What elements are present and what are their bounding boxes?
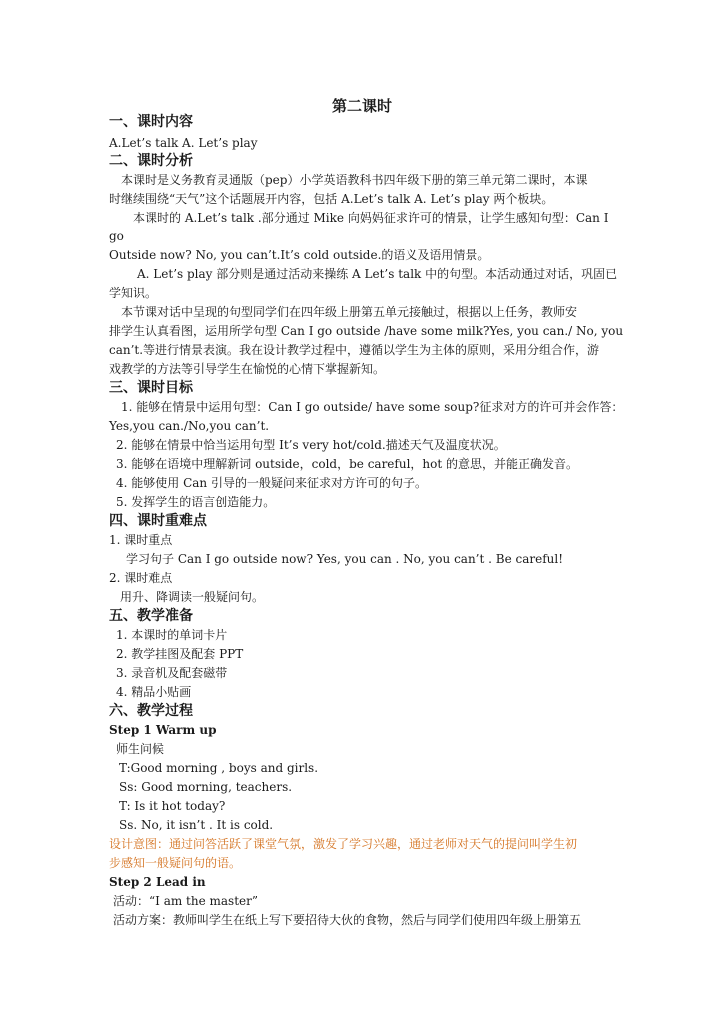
section2-line-3: 本课时的 A.Let’s talk .部分通过 Mike 向妈妈征求许可的情景，让学生感知句型：Can I xyxy=(133,211,609,225)
section6-heading: 六、教学过程 xyxy=(109,703,193,719)
section2-line-1: 本课时是义务教育灵通版（pep）小学英语教科书四年级下册的第三单元第二课时，本课 xyxy=(121,173,588,187)
prep-item: 3. 录音机及配套磁带 xyxy=(116,666,228,680)
design-intent-line-2: 步感知一般疑问句的语。 xyxy=(109,856,242,870)
section3-heading: 三、课时目标 xyxy=(109,380,193,396)
section5-heading: 五、教学准备 xyxy=(109,608,193,624)
key-point-text: 学习句子 Can I go outside now? Yes, you can . No, you can’t . Be careful! xyxy=(126,552,564,566)
design-intent-line-1: 设计意图：通过问答活跃了课堂气氛，激发了学习兴趣，通过老师对天气的提问叫学生初 xyxy=(109,837,578,851)
section2-line-2: 时继续围绕“天气”这个话题展开内容，包括 A.Let’s talk A. Let’s play 两个板块。 xyxy=(109,192,554,206)
section2-line-9: 排学生认真看图，运用所学句型 Can I go outside /have some milk?Yes, you can./ No, you xyxy=(109,324,624,338)
section2-line-10: can’t.等进行情景表演。我在设计教学过程中，遵循以学生为主体的原则，采用分组合作，游 xyxy=(109,343,600,357)
dialogue-line: Ss. No, it isn’t . It is cold. xyxy=(119,818,274,832)
dialogue-line: T:Good morning , boys and girls. xyxy=(119,761,319,775)
prep-item: 1. 本课时的单词卡片 xyxy=(116,628,228,642)
section2-line-5: Outside now? No, you can’t.It’s cold outside.的语义及语用情景。 xyxy=(109,248,490,262)
goal-line-1: 1. 能够在情景中运用句型：Can I go outside/ have some soup?征求对方的许可并会作答： xyxy=(121,400,624,414)
section2-line-7: 学知识。 xyxy=(109,286,158,300)
goal-line-2: Yes,you can./No,you can’t. xyxy=(109,419,270,433)
dialogue-line: T: Is it hot today? xyxy=(119,799,226,813)
dialogue-line: Ss: Good morning, teachers. xyxy=(119,780,293,794)
step1-subtitle: 师生问候 xyxy=(116,742,165,756)
section2-line-8: 本节课对话中呈现的句型同学们在四年级上册第五单元接触过，根据以上任务，教师安 xyxy=(121,305,578,319)
step2-title: Step 2 Lead in xyxy=(109,875,206,889)
goal-line-4: 3. 能够在语境中理解新词 outside，cold，be careful，hot 的意思，并能正确发音。 xyxy=(116,457,579,471)
section2-line-6: A. Let’s play 部分则是通过活动来操练 A Let’s talk 中的句型。本活动通过对话，巩固已 xyxy=(137,267,618,281)
step1-title: Step 1 Warm up xyxy=(109,723,217,737)
step2-activity: 活动：“I am the master” xyxy=(113,894,258,908)
goal-line-5: 4. 能够使用 Can 引导的一般疑问来征求对方许可的句子。 xyxy=(116,476,427,490)
section4-heading: 四、课时重难点 xyxy=(109,513,207,529)
difficulty-label: 2. 课时难点 xyxy=(109,571,173,585)
section2-line-4: go xyxy=(109,229,124,243)
difficulty-text: 用升、降调读一般疑问句。 xyxy=(120,590,265,604)
step2-plan: 活动方案：教师叫学生在纸上写下要招待大伙的食物，然后与同学们使用四年级上册第五 xyxy=(113,913,582,927)
goal-line-6: 5. 发挥学生的语言创造能力。 xyxy=(116,495,276,509)
section1-heading: 一、课时内容 xyxy=(109,114,193,130)
key-point-label: 1. 课时重点 xyxy=(109,533,173,547)
section2-heading: 二、课时分析 xyxy=(109,153,193,169)
prep-item: 2. 教学挂图及配套 PPT xyxy=(116,647,244,661)
goal-line-3: 2. 能够在情景中恰当运用句型 It’s very hot/cold.描述天气及温度状况。 xyxy=(116,438,506,452)
section2-line-11: 戏教学的方法等引导学生在愉悦的心情下掌握新知。 xyxy=(109,362,386,376)
prep-item: 4. 精品小贴画 xyxy=(116,685,192,699)
page-title: 第二课时 xyxy=(331,97,392,115)
section1-content: A.Let’s talk A. Let’s play xyxy=(109,136,258,150)
